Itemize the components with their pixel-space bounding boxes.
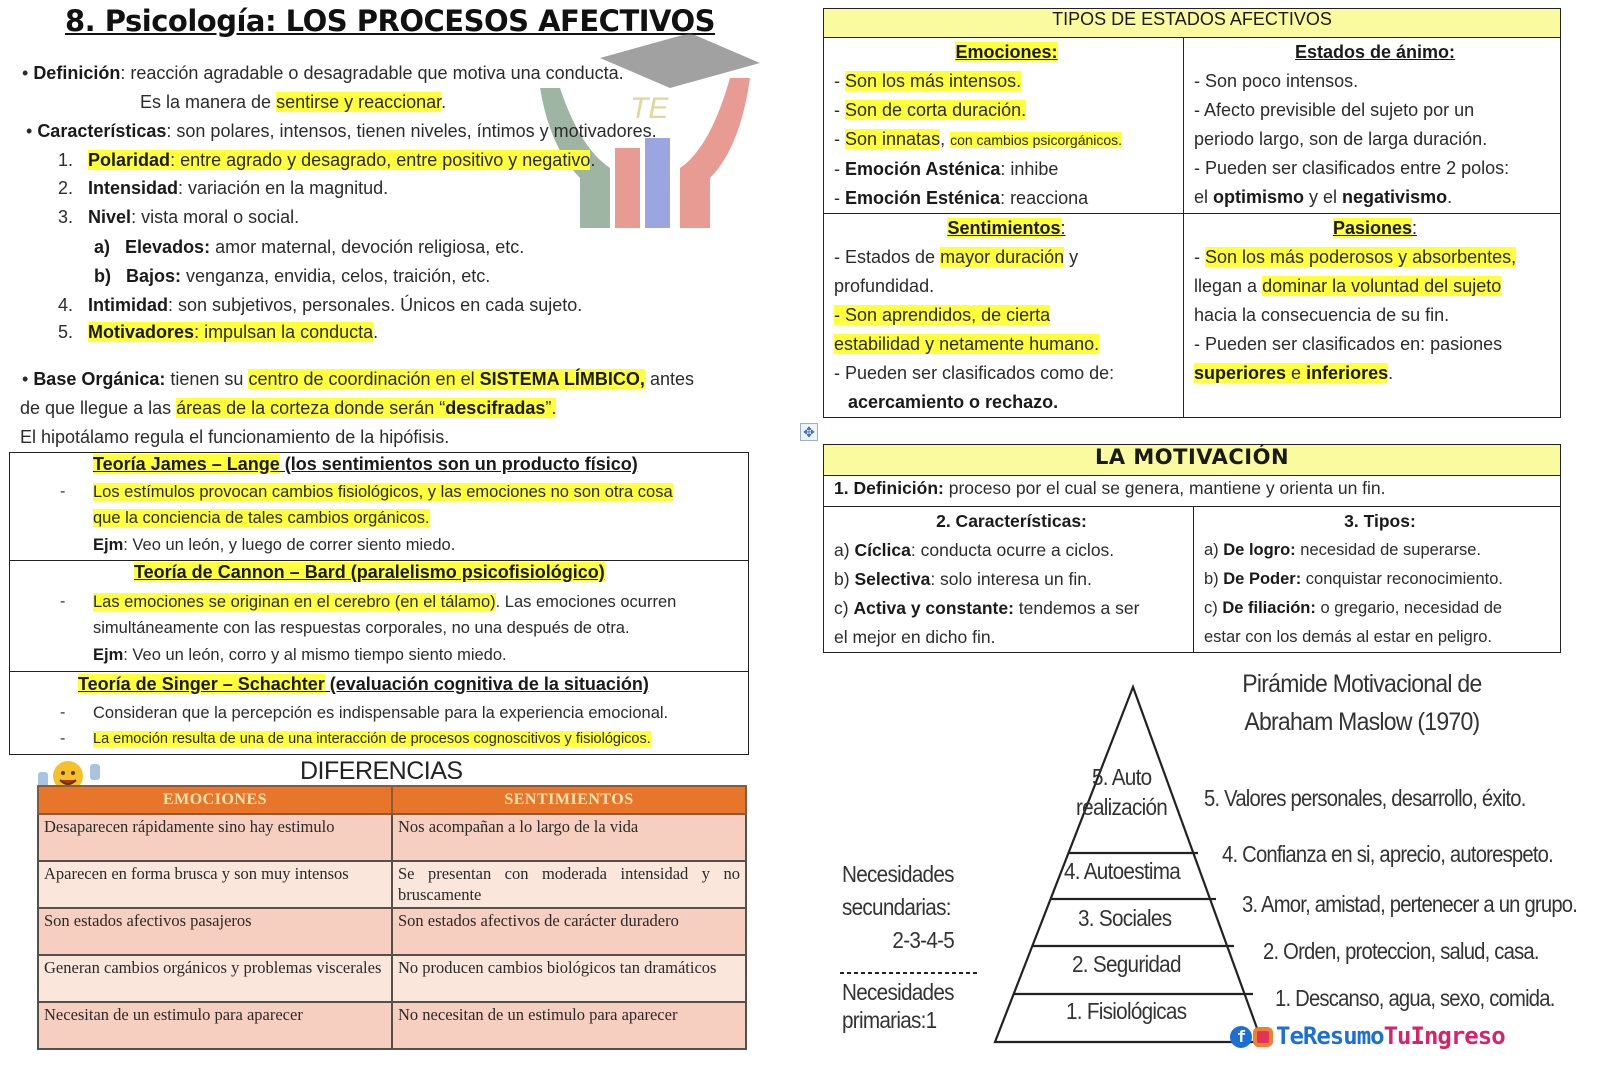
table-cell: Generan cambios orgánicos y problemas viscerales	[38, 955, 392, 1002]
pyramid-desc-3: 3. Amor, amistad, pertenecer a un grupo.	[1242, 891, 1578, 917]
cell-caracteristicas: 2. Características: a) Cíclica: conducta ocurre a ciclos. b) Selectiva: solo interesa un fin. c) Activa y constante: tendemos a ser el mejor en dicho fin.	[824, 507, 1194, 653]
theory-title: Teoría de Singer – Schachter (evaluación cognitiva de la situación)	[78, 674, 649, 694]
instagram-icon	[1253, 1027, 1273, 1047]
svg-text:TE: TE	[630, 92, 669, 125]
theory-text: Los estímulos provocan cambios fisiológicos, y las emociones no son otra cosa	[93, 483, 673, 501]
motivacion-definicion: 1. Definición: proceso por el cual se genera, mantiene y orienta un fin.	[824, 476, 1561, 507]
theory-text: que la conciencia de tales cambios orgánicos.	[93, 509, 430, 527]
theory-text: simultáneamente con las respuestas corporales, no una después de otra.	[93, 619, 630, 637]
maslow-title: Pirámide Motivacional de Abraham Maslow (1970)	[1242, 670, 1482, 736]
pyramid-level-3: 3. Sociales	[1078, 905, 1172, 931]
table-cell: No necesitan de un estimulo para aparecer	[392, 1002, 746, 1049]
table-cell: Se presentan con moderada intensidad y no bruscamente	[392, 861, 746, 908]
table-cell: Desaparecen rápidamente sino hay estimulo	[38, 814, 392, 861]
table-cell: Son estados afectivos de carácter duradero	[392, 908, 746, 955]
table-cell: Son estados afectivos pasajeros	[38, 908, 392, 955]
necesidades-primarias-label: Necesidades primarias:1	[842, 979, 954, 1033]
theory-text: Consideran que la percepción es indispensable para la experiencia emocional.	[93, 704, 669, 722]
theory-title: Teoría de Cannon – Bard (paralelismo psicofisiológico)	[134, 562, 605, 582]
pyramid-desc-2: 2. Orden, proteccion, salud, casa.	[1263, 938, 1539, 964]
cell-estados-animo: Estados de ánimo: - Son poco intensos. - Afecto previsible del sujeto por un periodo largo, son de larga duración. - Pueden ser clasificados entre 2 polos: el optimismo y el negativismo.	[1184, 38, 1561, 214]
theory-text: Las emociones se originan en el cerebro (en el tálamo). Las emociones ocurren	[93, 593, 677, 611]
definicion-line: • Definición: reacción agradable o desagradable que motiva una conducta.	[22, 63, 624, 83]
bullet-dash: -	[60, 593, 66, 610]
tipos-title: TIPOS DE ESTADOS AFECTIVOS	[824, 9, 1561, 38]
cell-sentimientos: Sentimientos: - Estados de mayor duración y profundidad. - Son aprendidos, de cierta estabilidad y netamente humano. - Pueden ser clasificados como de: acercamiento o rechazo.	[824, 214, 1184, 418]
pyramid-desc-1: 1. Descanso, agua, sexo, comida.	[1275, 985, 1555, 1011]
caracteristica-item: 4. Intimidad: son subjetivos, personales. Únicos en cada sujeto.	[58, 295, 583, 315]
base-organica-line: • Base Orgánica: tienen su centro de coordinación en el SISTEMA LÍMBICO, antes	[22, 369, 694, 389]
cell-emociones: Emociones: - Son los más intensos. - Son de corta duración. - Son innatas, con cambios psicorgánicos. - Emoción Asténica: inhibe - Emoción Esténica: reacciona	[824, 38, 1184, 214]
emociones-heading: Emociones:	[955, 42, 1058, 62]
diferencias-title: DIFERENCIAS	[300, 757, 463, 785]
bullet-dash: -	[60, 483, 66, 500]
brand-handle[interactable]: f TeResumoTuIngreso	[1230, 1022, 1505, 1050]
table-cell: Necesitan de un estimulo para aparecer	[38, 1002, 392, 1049]
definicion-line-2: Es la manera de sentirse y reaccionar.	[140, 92, 447, 112]
caracteristicas-line: • Características: son polares, intensos, tienen niveles, íntimos y motivadores.	[26, 121, 657, 141]
base-organica-line-2: de que llegue a las áreas de la corteza donde serán “descifradas”.	[20, 398, 557, 418]
caracteristica-item: 2. Intensidad: variación en la magnitud.	[58, 178, 389, 198]
table-move-handle-icon[interactable]: ✥	[800, 423, 818, 441]
cell-pasiones: Pasiones: - Son los más poderosos y absorbentes, llegan a dominar la voluntad del sujeto hacia la consecuencia de su fin. - Pueden ser clasificados en: pasiones superiores e inferiores.	[1184, 214, 1561, 418]
theory-example: Ejm: Veo un león, corro y al mismo tiempo siento miedo.	[93, 646, 507, 664]
pyramid-level-5: 5. Auto	[1092, 764, 1152, 790]
table-cell: Nos acompañan a lo largo de la vida	[392, 814, 746, 861]
sentimientos-heading: Sentimientos	[947, 218, 1061, 238]
pyramid-desc-5: 5. Valores personales, desarrollo, éxito.	[1204, 785, 1526, 811]
col-header-sentimientos: SENTIMIENTOS	[392, 786, 746, 814]
table-cell: Aparecen en forma brusca y son muy intensos	[38, 861, 392, 908]
caracteristica-item: 5. Motivadores: impulsan la conducta.	[58, 322, 379, 342]
facebook-icon: f	[1230, 1026, 1252, 1048]
caracteristica-item: 1. Polaridad: entre agrado y desagrado, entre positivo y negativo.	[58, 150, 596, 170]
cell-tipos: 3. Tipos: a) De logro: necesidad de superarse. b) De Poder: conquistar reconocimiento. c) De filiación: o gregario, necesidad de estar con los demás al estar en peligro.	[1194, 507, 1561, 653]
pyramid-level-4: 4. Autoestima	[1064, 858, 1181, 884]
caracteristica-subitem: a) Elevados: amor maternal, devoción religiosa, etc.	[94, 237, 525, 257]
pasiones-heading: Pasiones	[1332, 218, 1413, 238]
hipotalamo-line: El hipotálamo regula el funcionamiento de la hipófisis.	[20, 427, 450, 447]
necesidades-secundarias-label: Necesidades secundarias: 2-3-4-5	[842, 861, 955, 953]
bullet-dash: -	[60, 704, 66, 721]
pyramid-desc-4: 4. Confianza en si, aprecio, autorespeto.	[1222, 841, 1553, 867]
page-title: 8. Psicología: LOS PROCESOS AFECTIVOS	[65, 4, 716, 38]
pyramid-level-2: 2. Seguridad	[1072, 951, 1181, 977]
caracteristica-item: 3. Nivel: vista moral o social.	[58, 207, 300, 227]
col-header-emociones: EMOCIONES	[38, 786, 392, 814]
theory-text: La emoción resulta de una de una interacción de procesos cognoscitivos y fisiológicos.	[93, 731, 651, 747]
pyramid-level-5b: realización	[1076, 794, 1168, 820]
theory-title: Teoría James – Lange (los sentimientos son un producto físico)	[93, 454, 638, 474]
table-cell: No producen cambios biológicos tan dramáticos	[392, 955, 746, 1002]
pyramid-level-1: 1. Fisiológicas	[1066, 998, 1187, 1024]
animo-heading: Estados de ánimo:	[1294, 42, 1456, 62]
motivacion-title: LA MOTIVACIÓN	[824, 445, 1561, 476]
caracteristica-subitem: b) Bajos: venganza, envidia, celos, traición, etc.	[94, 266, 491, 286]
theory-example: Ejm: Veo un león, y luego de correr siento miedo.	[93, 536, 456, 554]
bullet-dash: -	[60, 730, 66, 747]
